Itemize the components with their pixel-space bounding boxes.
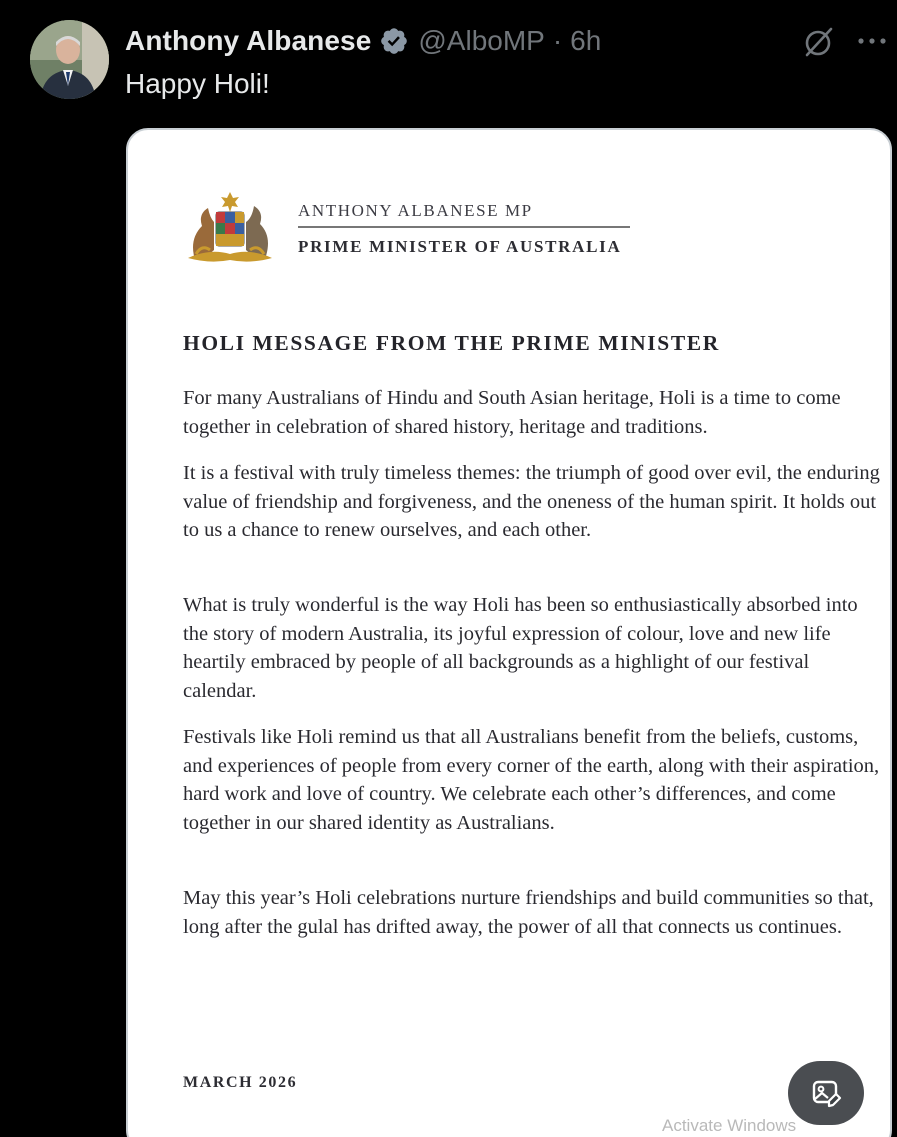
letterhead-office-name: ANTHONY ALBANESE MP: [298, 201, 533, 220]
letterhead-divider: [298, 226, 630, 228]
display-name[interactable]: Anthony Albanese: [125, 25, 372, 56]
header-separator: ·: [552, 25, 563, 56]
letterhead-office-title: PRIME MINISTER OF AUSTRALIA: [298, 237, 622, 256]
coat-of-arms-icon: [180, 188, 280, 268]
timestamp[interactable]: 6h: [570, 25, 602, 56]
tweet-media-image[interactable]: [126, 128, 892, 1137]
letter-paragraph: Festivals like Holi remind us that all Australians benefit from the beliefs, customs, and experiences of people from every corner of the earth, along with their aspiration, hard work and love of country. We celebrate each other’s differences, and come together in our shared identity as Australians.: [183, 726, 880, 835]
activate-windows-watermark: Activate Windows: [662, 1116, 797, 1135]
avatar[interactable]: [30, 20, 109, 99]
more-options-icon[interactable]: [854, 28, 890, 54]
letter-paragraph: May this year’s Holi celebrations nurture friendships and build communities so that, long after the gulal has drifted away, the power of all that connects us continues.: [183, 887, 874, 938]
image-description-button[interactable]: [788, 1061, 864, 1125]
avatar-photo: [30, 20, 109, 99]
username-handle[interactable]: @AlboMP: [418, 25, 545, 56]
letter-date: MARCH 2026: [183, 1074, 298, 1091]
image-description-icon: [810, 1077, 842, 1109]
letter-heading: HOLI MESSAGE FROM THE PRIME MINISTER: [183, 331, 720, 355]
verified-badge-icon[interactable]: [379, 26, 409, 56]
letter-paragraph: What is truly wonderful is the way Holi has been so enthusiastically absorbed into the story of modern Australia, its joyful expression of colour, love and new life heartily embraced by people of all backgrounds as a highlight of our festival calendar.: [183, 594, 858, 703]
letter-paragraph: It is a festival with truly timeless themes: the triumph of good over evil, the enduring value of friendship and forgiveness, and the oneness of the human spirit. It holds out to us a chance to renew ourselves, and each other.: [183, 462, 880, 542]
grok-icon[interactable]: [800, 24, 836, 60]
letter-document: [128, 130, 890, 1137]
letter-paragraph: For many Australians of Hindu and South Asian heritage, Holi is a time to come together in celebration of shared history, heritage and traditions.: [183, 387, 841, 438]
tweet-header: [125, 22, 601, 60]
tweet-text: Happy Holi!: [125, 68, 270, 99]
